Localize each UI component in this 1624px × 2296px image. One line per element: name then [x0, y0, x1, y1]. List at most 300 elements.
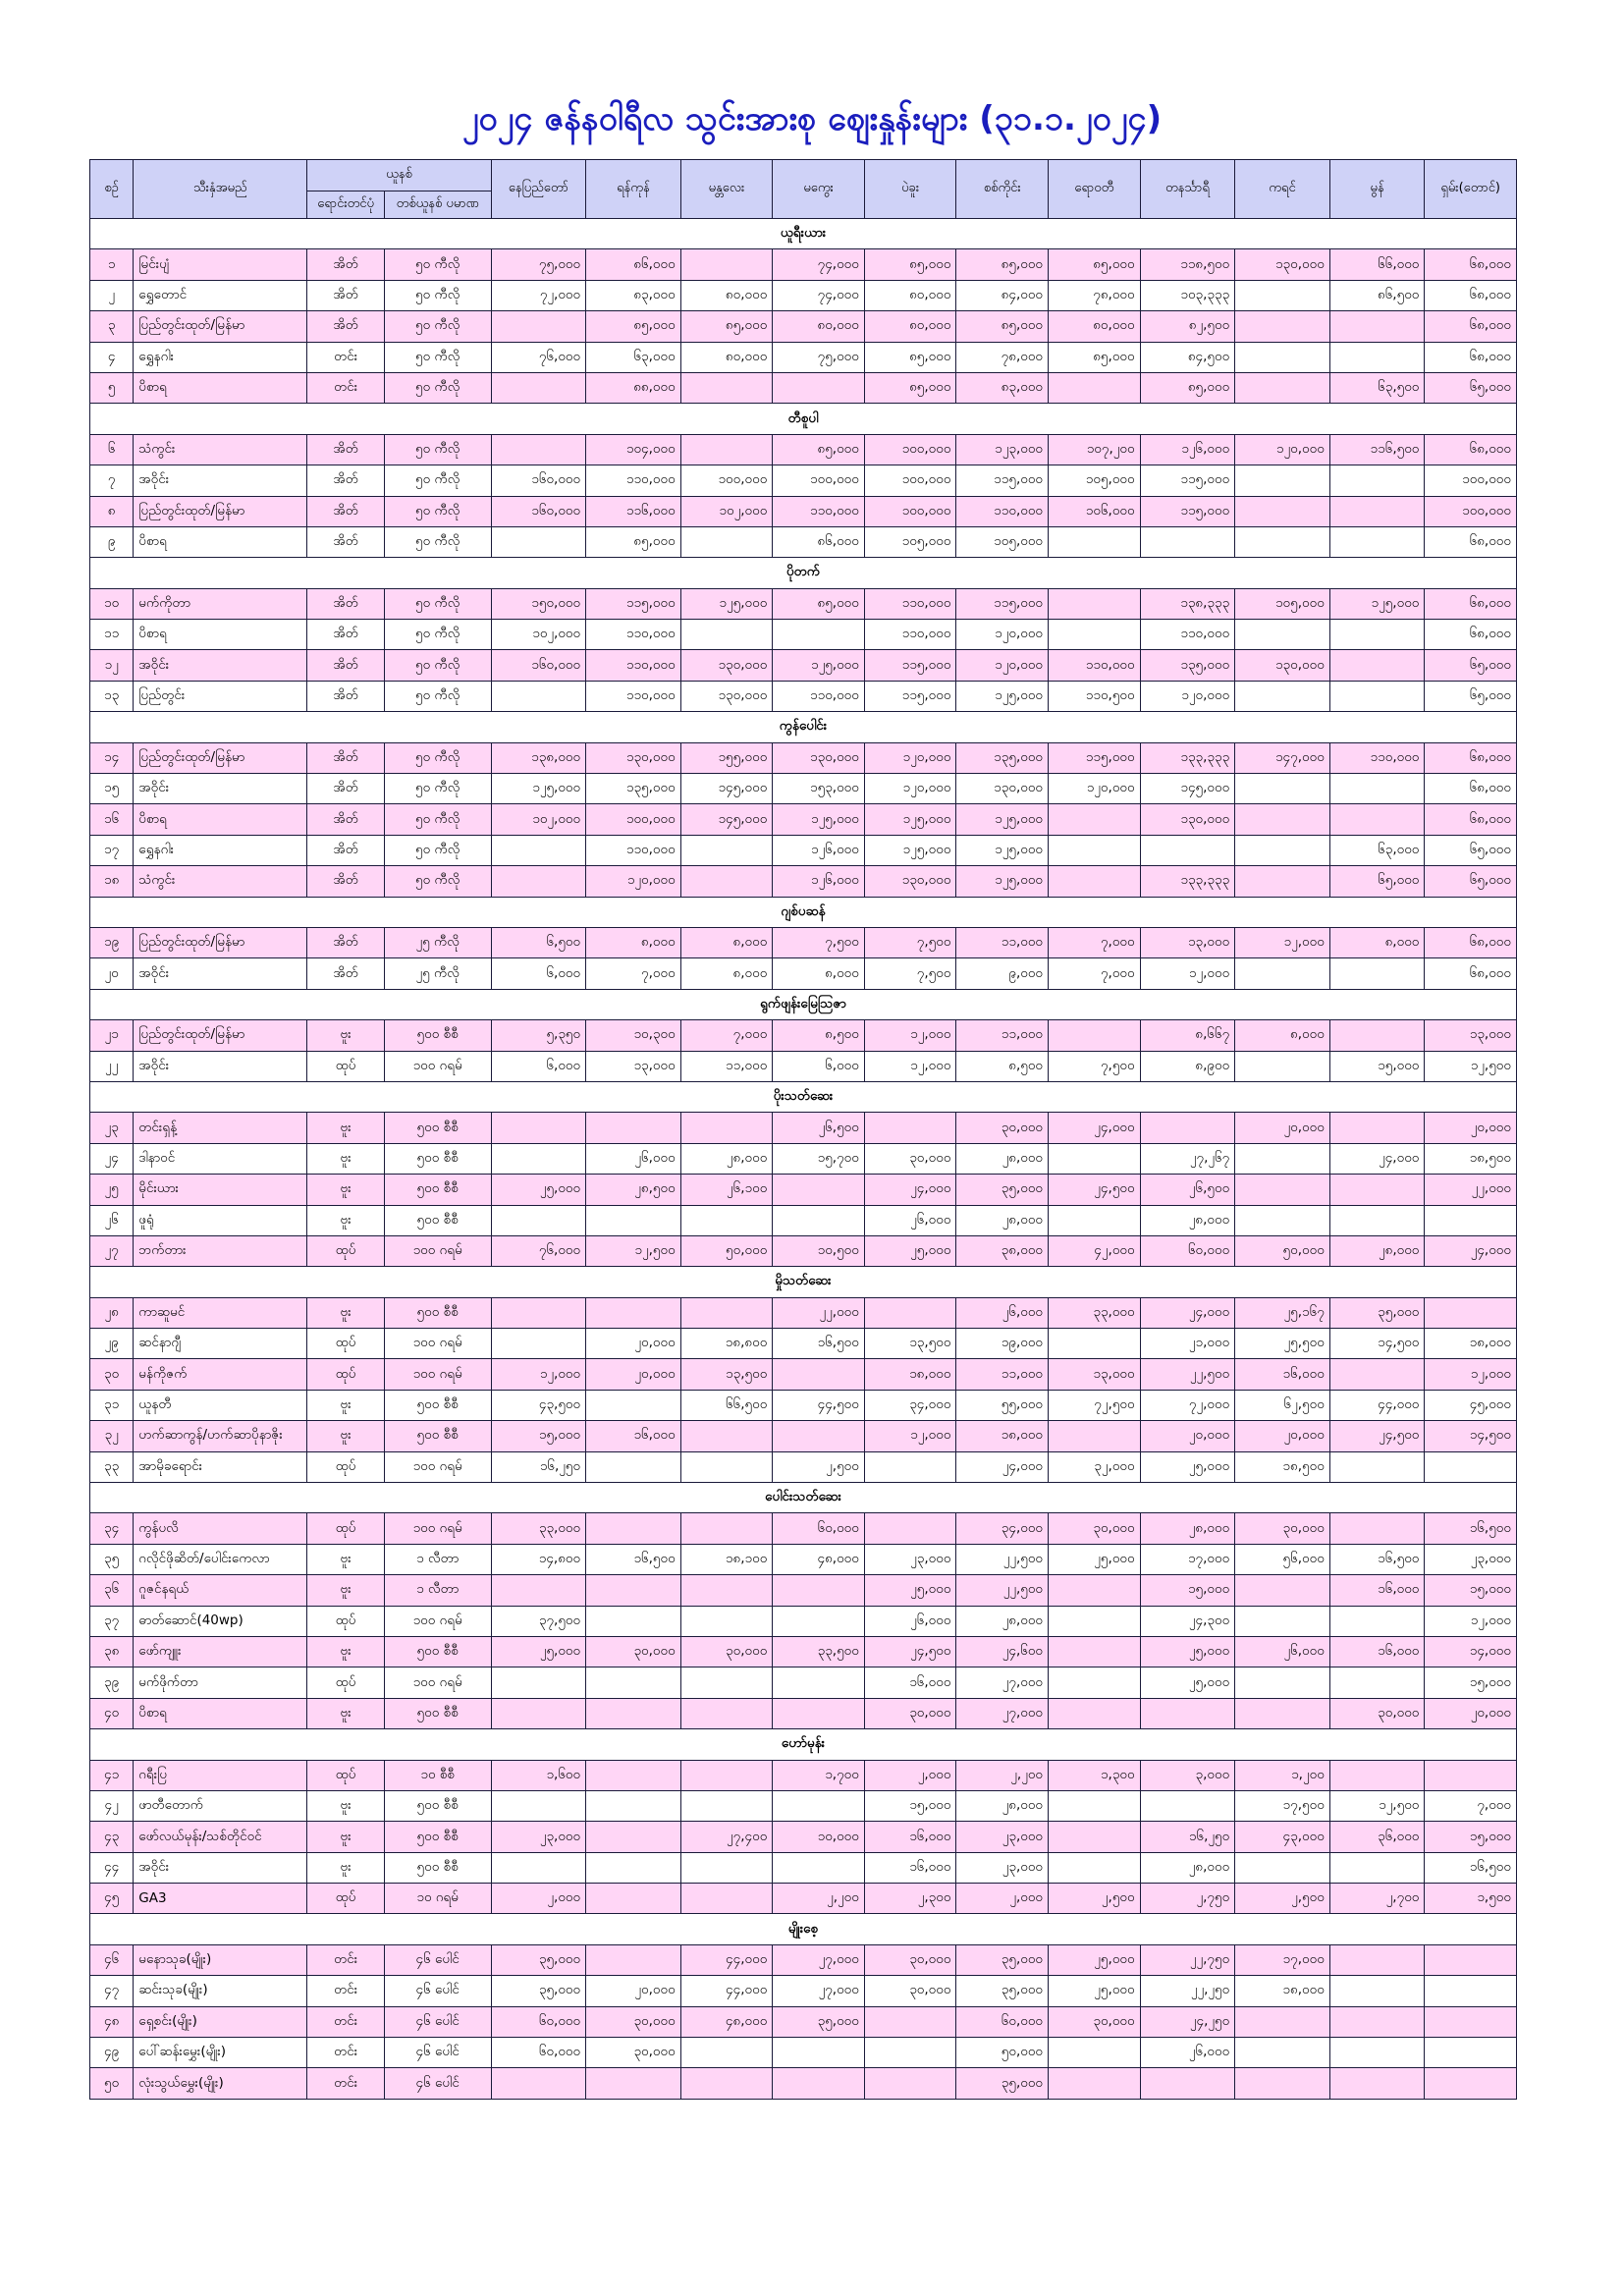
price-cell: ၂၃,၀၀၀ — [956, 1822, 1049, 1852]
price-cell — [680, 249, 773, 280]
price-cell: ၂၅,၀၀၀ — [864, 1575, 956, 1606]
price-cell: ၆၈,၀၀၀ — [1425, 742, 1517, 773]
price-cell: ၂၆,၅၀၀ — [1140, 1175, 1235, 1205]
col-header-market: ရောဝတီ — [1049, 160, 1141, 219]
col-header-market: မကွေး — [773, 160, 865, 219]
unit-cell: ၄၆ ပေါင် — [384, 2038, 491, 2068]
price-cell: ၈၆,၀၀၀ — [773, 526, 865, 557]
price-cell: ၈၀,၀၀၀ — [1049, 311, 1141, 342]
price-cell — [773, 1698, 865, 1728]
price-cell — [1049, 372, 1141, 403]
unit-cell: ဗူး — [307, 1175, 384, 1205]
price-cell — [491, 526, 586, 557]
price-cell: ၇၄,၀၀၀ — [773, 249, 865, 280]
price-cell: ၄၄,၅၀၀ — [773, 1390, 865, 1420]
table-row — [90, 588, 1517, 619]
section-title: ပိုးသတ်ဆေး — [90, 1081, 1517, 1112]
price-cell — [586, 1451, 681, 1482]
row-number: ၄၉ — [90, 2038, 134, 2068]
unit-cell: ၅၀၀ စီစီ — [384, 1790, 491, 1821]
item-name: ရွှေနဂါး — [134, 342, 307, 372]
price-cell: ၂၄,၀၀၀ — [1049, 1113, 1141, 1143]
price-cell — [1235, 2038, 1330, 2068]
price-cell: ၁၃၀,၀၀၀ — [680, 681, 773, 711]
price-cell: ၁၈,၀၀၀ — [956, 1421, 1049, 1451]
unit-cell: ၅၀၀ စီစီ — [384, 1205, 491, 1235]
price-cell — [773, 1205, 865, 1235]
unit-cell: ၅၀ ကီလို — [384, 588, 491, 619]
item-name: ပြည်တွင်းထုတ်/မြန်မာ — [134, 742, 307, 773]
table-row — [90, 620, 1517, 650]
price-cell: ၈၅,၀၀၀ — [956, 249, 1049, 280]
price-cell: ၈,၉၀၀ — [1140, 1051, 1235, 1081]
table-row — [90, 1790, 1517, 1821]
price-cell: ၂၂,၅၀၀ — [956, 1575, 1049, 1606]
price-cell: ၅၀,၀၀၀ — [680, 1235, 773, 1266]
price-cell: ၆၃,၅၀၀ — [1329, 372, 1425, 403]
unit-cell: ၅၀၀ စီစီ — [384, 1143, 491, 1174]
unit-cell: အိတ် — [307, 866, 384, 897]
unit-cell: ၁၀၀ ဂရမ် — [384, 1667, 491, 1698]
price-cell: ၁၀၀,၀၀၀ — [864, 496, 956, 526]
row-number: ၄၁ — [90, 1760, 134, 1790]
section-header-row — [90, 1483, 1517, 1513]
price-cell: ၁၂,၀၀၀ — [1235, 927, 1330, 957]
price-cell: ၂၀,၀၀၀ — [1140, 1421, 1235, 1451]
row-number: ၂၈ — [90, 1297, 134, 1328]
price-cell — [1425, 2068, 1517, 2099]
price-cell — [680, 1698, 773, 1728]
price-cell — [773, 1359, 865, 1390]
price-cell: ၂၈,၀၀၀ — [1140, 1205, 1235, 1235]
price-cell: ၈၂,၅၀၀ — [1140, 311, 1235, 342]
unit-cell: ထုပ် — [307, 1051, 384, 1081]
price-cell: ၁၃၀,၀၀၀ — [1235, 650, 1330, 681]
row-number: ၁၆ — [90, 804, 134, 835]
price-cell — [1049, 620, 1141, 650]
price-cell — [1235, 681, 1330, 711]
unit-cell: ၅၀ ကီလို — [384, 280, 491, 310]
row-number: ၄၂ — [90, 1790, 134, 1821]
price-cell: ၃၀,၀၀၀ — [956, 1113, 1049, 1143]
table-row — [90, 1667, 1517, 1698]
table-row — [90, 372, 1517, 403]
price-cell: ၁၂,၀၀၀ — [491, 1359, 586, 1390]
price-cell — [491, 1329, 586, 1359]
price-cell: ၁၁,၀၀၀ — [956, 1020, 1049, 1051]
price-cell: ၁၀၇,၂၀၀ — [1049, 434, 1141, 465]
price-cell: ၈,၀၀၀ — [680, 958, 773, 989]
table-row — [90, 465, 1517, 496]
price-cell: ၁၃,၅၀၀ — [680, 1359, 773, 1390]
price-cell: ၈၀,၀၀၀ — [864, 311, 956, 342]
price-cell: ၃၅,၀၀၀ — [956, 2068, 1049, 2099]
row-number: ၅၀ — [90, 2068, 134, 2099]
price-cell: ၈၅,၀၀၀ — [586, 526, 681, 557]
price-cell — [1329, 650, 1425, 681]
col-header-market: မန္တလေး — [680, 160, 773, 219]
unit-cell: တင်း — [307, 1976, 384, 2006]
price-cell — [1235, 958, 1330, 989]
price-cell: ၂၇,၀၀၀ — [956, 1698, 1049, 1728]
price-cell: ၆၃,၀၀၀ — [1329, 835, 1425, 865]
price-cell — [773, 1175, 865, 1205]
unit-cell: ၅၀၀ စီစီ — [384, 1020, 491, 1051]
row-number: ၂၀ — [90, 958, 134, 989]
price-cell: ၇၂,၀၀၀ — [491, 280, 586, 310]
price-cell — [491, 1698, 586, 1728]
price-cell: ၇,၅၀၀ — [864, 958, 956, 989]
unit-cell: ၅၀ ကီလို — [384, 372, 491, 403]
price-cell: ၇,၀၀၀ — [1049, 958, 1141, 989]
row-number: ၆ — [90, 434, 134, 465]
price-cell: ၂၄,၅၀၀ — [864, 1636, 956, 1667]
price-cell: ၃၀,၀၀၀ — [1329, 1698, 1425, 1728]
price-cell: ၂၅,၀၀၀ — [1140, 1636, 1235, 1667]
price-cell: ၂,၅၀၀ — [773, 1451, 865, 1482]
unit-cell: ၅၀၀ စီစီ — [384, 1421, 491, 1451]
price-cell: ၇၂,၅၀၀ — [1049, 1390, 1141, 1420]
price-cell: ၈၅,၀၀၀ — [586, 311, 681, 342]
unit-cell: ၅၀ ကီလို — [384, 742, 491, 773]
row-number: ၁၅ — [90, 774, 134, 804]
row-number: ၂၄ — [90, 1143, 134, 1174]
col-header-market: မွန် — [1329, 160, 1425, 219]
table-row — [90, 1606, 1517, 1636]
price-cell — [1049, 1575, 1141, 1606]
price-cell: ၃၃,၀၀၀ — [491, 1513, 586, 1544]
price-cell — [1425, 1451, 1517, 1482]
price-cell — [680, 372, 773, 403]
unit-cell: ၄၆ ပေါင် — [384, 2006, 491, 2037]
unit-cell: ဗူး — [307, 1822, 384, 1852]
item-name: ရှေ့စင်း(မျိုး) — [134, 2006, 307, 2037]
unit-cell: ၅၀ ကီလို — [384, 866, 491, 897]
price-cell — [1140, 835, 1235, 865]
price-cell: ၁၄၇,၀၀၀ — [1235, 742, 1330, 773]
price-cell: ၁၀၀,၀၀၀ — [1425, 465, 1517, 496]
price-cell: ၄၈,၀၀၀ — [773, 1544, 865, 1574]
section-header-row — [90, 1729, 1517, 1760]
row-number: ၄၆ — [90, 1944, 134, 1975]
price-cell: ၈၆,၅၀၀ — [1329, 280, 1425, 310]
price-cell: ၄၈,၀၀၀ — [680, 2006, 773, 2037]
price-cell — [1329, 496, 1425, 526]
price-cell: ၈၆,၀၀၀ — [586, 249, 681, 280]
unit-cell: ဗူး — [307, 1205, 384, 1235]
price-cell: ၂၄,၃၀၀ — [1140, 1606, 1235, 1636]
item-name: ရွှေနဂါး — [134, 835, 307, 865]
price-cell — [491, 1667, 586, 1698]
section-title: ယူရီးယား — [90, 219, 1517, 249]
section-title: ကွန်ပေါင်း — [90, 712, 1517, 742]
unit-cell: ၄၆ ပေါင် — [384, 1944, 491, 1975]
row-number: ၃၉ — [90, 1667, 134, 1698]
unit-cell: တင်း — [307, 2068, 384, 2099]
price-cell: ၂၇,၀၀၀ — [773, 1976, 865, 2006]
price-cell: ၃၀,၀၀၀ — [864, 1143, 956, 1174]
table-row — [90, 866, 1517, 897]
price-cell — [1329, 1175, 1425, 1205]
header-row — [90, 160, 1517, 191]
price-cell: ၇၂,၀၀၀ — [1140, 1390, 1235, 1420]
price-cell: ၆၈,၀၀၀ — [1425, 434, 1517, 465]
price-cell: ၂၈,၀၀၀ — [956, 1790, 1049, 1821]
table-row — [90, 927, 1517, 957]
item-name: ပြည်တွင်း — [134, 681, 307, 711]
price-cell: ၃၅,၀၀၀ — [773, 2006, 865, 2037]
unit-cell: ၅၀ ကီလို — [384, 620, 491, 650]
unit-cell: ၅၀ ကီလို — [384, 496, 491, 526]
price-cell: ၆,၀၀၀ — [773, 1051, 865, 1081]
price-cell: ၂၆,၀၀၀ — [1140, 2038, 1235, 2068]
unit-cell: ထုပ် — [307, 1606, 384, 1636]
unit-cell: ထုပ် — [307, 1884, 384, 1914]
col-header-unit-group: ယူနစ် — [307, 160, 491, 191]
unit-cell: ၅၀ ကီလို — [384, 681, 491, 711]
price-cell: ၁၃,၀၀၀ — [1140, 927, 1235, 957]
price-cell: ၁၅,၀၀၀ — [1425, 1822, 1517, 1852]
row-number: ၁၃ — [90, 681, 134, 711]
row-number: ၂၃ — [90, 1113, 134, 1143]
unit-cell: တင်း — [307, 342, 384, 372]
price-cell: ၇၄,၀၀၀ — [773, 280, 865, 310]
price-cell — [1329, 465, 1425, 496]
price-cell: ၂၁,၀၀၀ — [1140, 1329, 1235, 1359]
price-cell: ၁၁၀,၀၀၀ — [586, 681, 681, 711]
price-cell: ၁၂၅,၀၀၀ — [1329, 588, 1425, 619]
price-cell: ၁၀၅,၀၀၀ — [956, 526, 1049, 557]
price-cell — [680, 835, 773, 865]
unit-cell: အိတ် — [307, 804, 384, 835]
price-cell: ၆၅,၀၀၀ — [1425, 650, 1517, 681]
price-cell — [680, 2038, 773, 2068]
price-cell: ၆၆,၅၀၀ — [680, 1390, 773, 1420]
price-cell: ၁၀၅,၀၀၀ — [1235, 588, 1330, 619]
price-cell — [864, 1113, 956, 1143]
item-name: မြင်းပျံ — [134, 249, 307, 280]
price-cell: ၂,၂၀၀ — [773, 1884, 865, 1914]
price-cell: ၄၃,၀၀၀ — [1235, 1822, 1330, 1852]
price-cell: ၁၀၅,၀၀၀ — [864, 526, 956, 557]
price-cell: ၂၃,၀၀၀ — [864, 1544, 956, 1574]
section-header-row — [90, 1267, 1517, 1297]
price-cell: ၃၀,၀၀၀ — [864, 1698, 956, 1728]
price-cell — [1049, 1421, 1141, 1451]
price-cell: ၂၀,၀၀၀ — [1425, 1698, 1517, 1728]
unit-cell: ၅၀ ကီလို — [384, 311, 491, 342]
price-cell — [586, 1575, 681, 1606]
price-cell — [773, 620, 865, 650]
price-cell: ၂၄,၅၀၀ — [1049, 1175, 1141, 1205]
price-cell — [1049, 1329, 1141, 1359]
price-cell — [1235, 1852, 1330, 1883]
price-cell: ၁၅၅,၀၀၀ — [680, 742, 773, 773]
price-cell: ၅၅,၀၀၀ — [956, 1390, 1049, 1420]
row-number: ၇ — [90, 465, 134, 496]
price-cell: ၄၂,၀၀၀ — [1049, 1235, 1141, 1266]
price-cell: ၂၄,၀၀၀ — [1329, 1143, 1425, 1174]
price-cell: ၁၂,၅၀၀ — [1329, 1790, 1425, 1821]
price-cell: ၂၆,၀၀၀ — [864, 1205, 956, 1235]
table-row — [90, 1976, 1517, 2006]
table-row — [90, 1143, 1517, 1174]
price-cell: ၁၃,၀၀၀ — [1425, 1020, 1517, 1051]
price-cell — [1235, 372, 1330, 403]
unit-cell: အိတ် — [307, 434, 384, 465]
price-cell — [1329, 526, 1425, 557]
price-cell: ၂၈,၀၀၀ — [956, 1143, 1049, 1174]
price-cell: ၄၅,၀၀၀ — [1425, 1390, 1517, 1420]
item-name: ဖာတီတောက် — [134, 1790, 307, 1821]
price-cell: ၁၂,၀၀၀ — [864, 1020, 956, 1051]
table-row — [90, 804, 1517, 835]
price-cell: ၂၂,၀၀၀ — [1425, 1175, 1517, 1205]
price-cell — [586, 1822, 681, 1852]
unit-cell: ၂၅ ကီလို — [384, 927, 491, 957]
unit-cell: ၅၀ ကီလို — [384, 342, 491, 372]
price-cell: ၁၀၄,၀၀၀ — [586, 434, 681, 465]
price-cell: ၂၃,၀၀၀ — [1425, 1544, 1517, 1574]
price-cell — [1235, 1175, 1330, 1205]
price-cell — [680, 1667, 773, 1698]
item-name: သံကွင်း — [134, 866, 307, 897]
price-cell: ၈,၅၀၀ — [956, 1051, 1049, 1081]
price-cell: ၇,၀၀၀ — [586, 958, 681, 989]
price-cell: ၁၂၀,၀၀၀ — [864, 742, 956, 773]
row-number: ၁၇ — [90, 835, 134, 865]
item-name: ဒါနာဝင် — [134, 1143, 307, 1174]
price-cell — [1235, 526, 1330, 557]
unit-cell: ဗူး — [307, 1421, 384, 1451]
price-cell — [1140, 1790, 1235, 1821]
item-name: ဆင်နာဂျီ — [134, 1329, 307, 1359]
row-number: ၁၄ — [90, 742, 134, 773]
price-cell: ၁၂,၅၀၀ — [586, 1235, 681, 1266]
price-cell: ၁၃၃,၃၃၃ — [1140, 866, 1235, 897]
price-cell — [1329, 1359, 1425, 1390]
price-cell: ၂,၀၀၀ — [864, 1760, 956, 1790]
price-cell — [1140, 1113, 1235, 1143]
price-cell: ၂,၀၀၀ — [956, 1884, 1049, 1914]
price-cell: ၈၅,၀၀၀ — [1140, 372, 1235, 403]
price-cell: ၁၆,၀၀၀ — [1235, 1359, 1330, 1390]
unit-cell: အိတ် — [307, 620, 384, 650]
unit-cell: အိတ် — [307, 526, 384, 557]
unit-cell: တင်း — [307, 372, 384, 403]
table-row — [90, 742, 1517, 773]
table-row — [90, 1235, 1517, 1266]
price-cell: ၂၅,၀၀၀ — [1140, 1451, 1235, 1482]
price-cell: ၁၃၀,၀၀၀ — [956, 774, 1049, 804]
price-cell: ၄၄,၀၀၀ — [1329, 1390, 1425, 1420]
price-cell: ၁၁၀,၀၀၀ — [1140, 620, 1235, 650]
section-title: မျိုးစေ့ — [90, 1914, 1517, 1944]
table-body — [90, 219, 1517, 2100]
unit-cell: အိတ် — [307, 280, 384, 310]
price-cell: ၂၅,၀၀၀ — [1049, 1976, 1141, 2006]
price-cell — [1235, 280, 1330, 310]
item-name: မက်ကိုတာ — [134, 588, 307, 619]
price-cell: ၂၈,၀၀၀ — [956, 1205, 1049, 1235]
price-cell — [1235, 496, 1330, 526]
table-row — [90, 1020, 1517, 1051]
price-cell — [1235, 835, 1330, 865]
price-cell — [1329, 1606, 1425, 1636]
price-cell — [1049, 1790, 1141, 1821]
price-cell: ၃၅,၀၀၀ — [956, 1944, 1049, 1975]
price-cell: ၁၈,၅၀၀ — [1235, 1451, 1330, 1482]
price-cell: ၇,၅၀၀ — [773, 927, 865, 957]
item-name: ပိစာရ — [134, 620, 307, 650]
row-number: ၃၇ — [90, 1606, 134, 1636]
price-cell: ၁၂၀,၀၀၀ — [956, 620, 1049, 650]
row-number: ၄ — [90, 342, 134, 372]
price-cell: ၈၅,၀၀၀ — [1049, 249, 1141, 280]
unit-cell: ၁၀၀ ဂရမ် — [384, 1051, 491, 1081]
table-row — [90, 835, 1517, 865]
unit-cell: ၅၀ ကီလို — [384, 774, 491, 804]
price-cell: ၁၆,၀၀၀ — [1329, 1575, 1425, 1606]
price-cell: ၁,၆၀၀ — [491, 1760, 586, 1790]
price-cell — [1329, 1020, 1425, 1051]
section-title: ပိုတက် — [90, 558, 1517, 588]
item-name: အဝိုင်း — [134, 465, 307, 496]
col-header-market: ရှမ်း(တောင်) — [1425, 160, 1517, 219]
price-cell — [586, 1113, 681, 1143]
unit-cell: အိတ် — [307, 311, 384, 342]
price-cell: ၂၂,၂၅၀ — [1140, 1976, 1235, 2006]
price-cell: ၆၅,၀၀၀ — [1425, 835, 1517, 865]
price-cell: ၈၄,၅၀၀ — [1140, 342, 1235, 372]
price-cell — [586, 1884, 681, 1914]
price-cell — [864, 1513, 956, 1544]
item-name: မန်ကိုဇက် — [134, 1359, 307, 1390]
price-cell: ၈,၅၀၀ — [773, 1020, 865, 1051]
section-title: ဂျစ်ပဆန် — [90, 897, 1517, 927]
price-cell: ၁၂,၀၀၀ — [1425, 1606, 1517, 1636]
row-number: ၃၄ — [90, 1513, 134, 1544]
price-cell — [1235, 342, 1330, 372]
price-cell: ၁၄,၅၀၀ — [1425, 1421, 1517, 1451]
table-row — [90, 1852, 1517, 1883]
price-cell: ၁၃၅,၀၀၀ — [956, 742, 1049, 773]
price-cell: ၄၃,၅၀၀ — [491, 1390, 586, 1420]
price-cell — [1425, 1297, 1517, 1328]
price-cell: ၃၀,၀၀၀ — [864, 1976, 956, 2006]
price-table — [89, 159, 1517, 2100]
price-cell: ၂,၃၀၀ — [864, 1884, 956, 1914]
item-name: သံကွင်း — [134, 434, 307, 465]
price-cell: ၂၀,၀၀၀ — [586, 1359, 681, 1390]
price-cell — [680, 1451, 773, 1482]
price-cell: ၂,၀၀၀ — [491, 1884, 586, 1914]
price-cell: ၁၀၀,၀၀၀ — [864, 465, 956, 496]
price-cell: ၁၂၅,၀၀၀ — [773, 650, 865, 681]
table-row — [90, 1575, 1517, 1606]
price-cell: ၃၀,၀၀၀ — [586, 1636, 681, 1667]
price-cell: ၂၅,၀၀၀ — [491, 1175, 586, 1205]
price-cell: ၆,၀၀၀ — [491, 1051, 586, 1081]
unit-cell: ၁၀၀ ဂရမ် — [384, 1513, 491, 1544]
price-cell: ၁၀,၀၀၀ — [773, 1822, 865, 1852]
unit-cell: ၅၀ ကီလို — [384, 526, 491, 557]
price-cell: ၁၂၀,၀၀၀ — [1140, 681, 1235, 711]
price-cell: ၁၆,၀၀၀ — [864, 1822, 956, 1852]
price-cell — [773, 1421, 865, 1451]
price-cell — [1049, 1822, 1141, 1852]
price-cell — [680, 1884, 773, 1914]
